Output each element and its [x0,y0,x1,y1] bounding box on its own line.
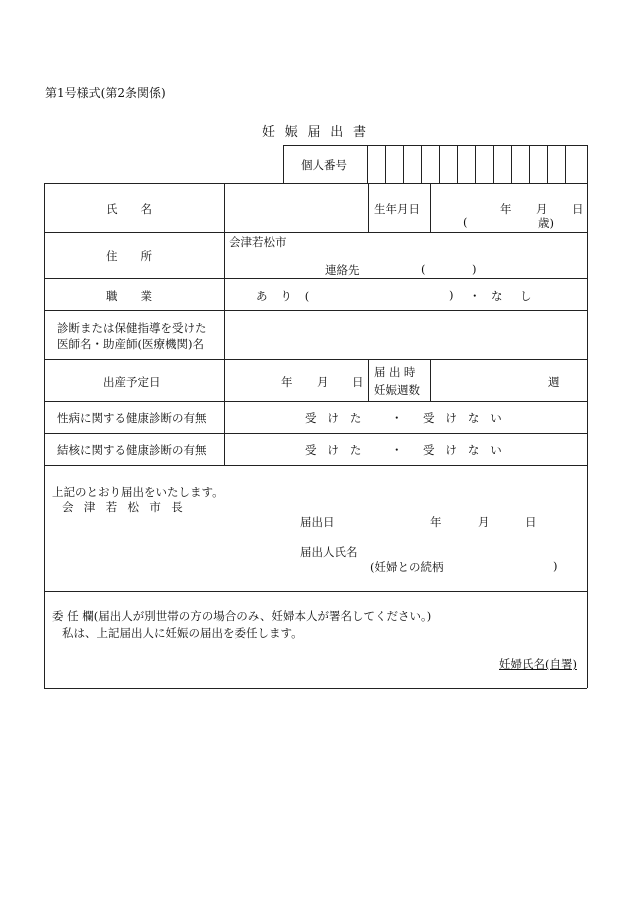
address-city: 会津若松市 [229,235,287,249]
occupation-label: 職 業 [106,289,152,303]
doctor-label-line1: 診断または保健指導を受けた [57,321,207,335]
dob-day-unit: 日 [572,202,584,216]
std-not-received-option[interactable]: 受けない [423,411,513,425]
relation-field[interactable] [450,557,550,575]
contact-close-paren: ) [472,262,477,276]
doctor-field[interactable] [230,314,582,354]
weeks-field[interactable] [434,363,544,397]
weeks-label-line2: 妊娠週数 [374,383,420,397]
dob-year-unit: 年 [500,202,512,216]
std-checkup-label: 性病に関する健康診断の有無 [57,411,207,425]
occupation-no-option[interactable]: な し [491,289,539,303]
age-unit: 歳) [538,216,554,230]
contact-label: 連絡先 [325,263,360,277]
declaration-statement: 上記のとおり届出をいたします。 [52,485,224,499]
applicant-name-label: 届出人氏名 [300,545,358,559]
due-date-field[interactable] [230,363,364,397]
form-title: 妊娠届出書 [262,125,376,140]
name-field[interactable] [230,190,362,226]
std-dot: ・ [391,411,403,425]
delegation-heading: 委 任 欄(届出人が別世帯の方の場合のみ、妊婦本人が署名してください。) [52,609,432,623]
occupation-yes-option[interactable]: あ り ( [256,289,314,303]
address-field[interactable] [300,234,582,250]
tb-dot: ・ [391,443,403,457]
filing-day-unit: 日 [525,515,537,529]
doctor-label-line2: 医師名・助産師(医療機関)名 [57,337,204,351]
form-number-label: 第1号様式(第2条関係) [45,86,166,100]
filing-date-field[interactable] [345,510,545,530]
contact-open-paren: ( [421,262,426,276]
due-year-unit: 年 [281,375,293,389]
dob-label: 生年月日 [374,202,420,216]
personal-number-label: 個人番号 [301,158,347,172]
address-label: 住 所 [106,249,152,263]
delegation-statement: 私は、上記届出人に妊娠の届出を委任します。 [62,626,303,640]
tb-not-received-option[interactable]: 受けない [423,443,513,457]
due-day-unit: 日 [352,375,364,389]
weeks-unit: 週 [548,375,560,389]
name-label: 氏 名 [106,202,152,216]
filing-year-unit: 年 [430,515,442,529]
occupation-close-paren: ) [449,288,454,302]
age-open-paren: ( [463,215,468,229]
declaration-addressee: 会津若松市長 [62,500,194,514]
relation-close-paren: ) [553,559,558,573]
due-month-unit: 月 [317,375,329,389]
tb-checkup-label: 結核に関する健康診断の有無 [57,443,207,457]
filing-date-label: 届出日 [300,515,335,529]
relation-label: (妊婦との続柄 [370,560,444,574]
due-date-label: 出産予定日 [103,375,161,389]
pregnant-woman-signature-label: 妊婦氏名(自署) [499,657,577,671]
dob-month-unit: 月 [536,202,548,216]
weeks-label-line1: 届出時 [374,365,419,379]
tb-received-option[interactable]: 受けた [305,443,373,457]
signature-field[interactable] [380,650,490,670]
filing-month-unit: 月 [478,515,490,529]
occupation-dot: ・ [469,289,481,303]
std-received-option[interactable]: 受けた [305,411,373,425]
applicant-name-field[interactable] [370,540,580,558]
